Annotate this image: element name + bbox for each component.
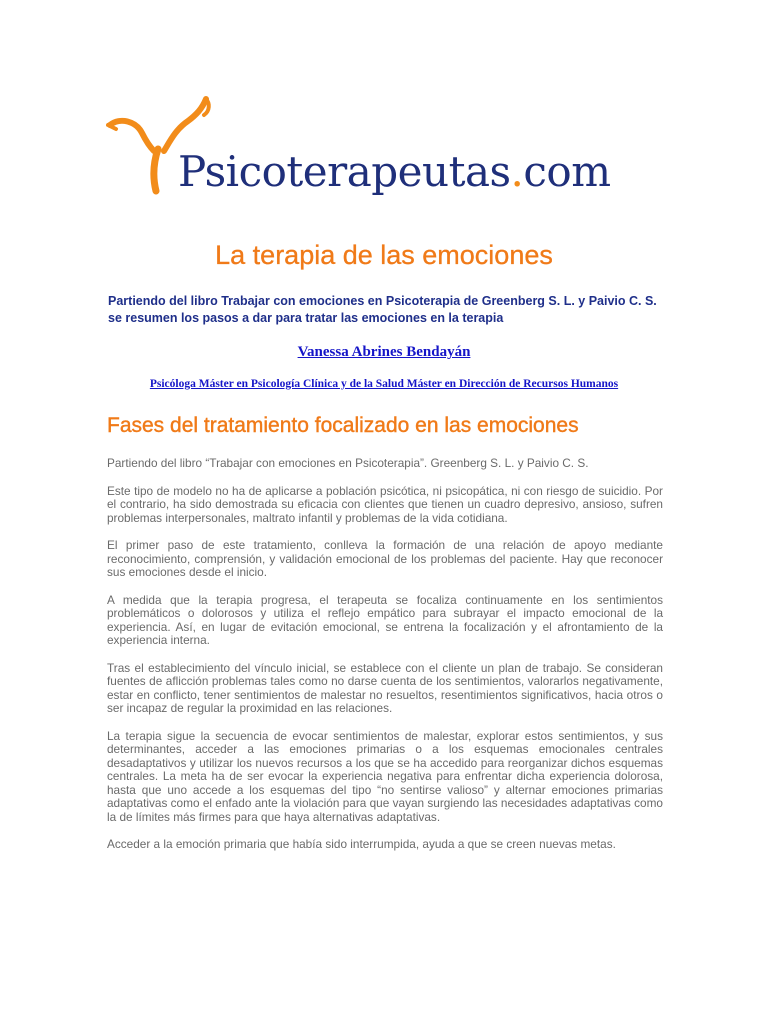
document-subtitle: Partiendo del libro Trabajar con emociones en Psicoterapia de Greenberg S. L. y Paivio C. S. se resumen los pasos a dar para tratar las emociones en la terapia [108, 294, 657, 325]
paragraph-new-goals: Acceder a la emoción primaria que había sido interrumpida, ayuda a que se creen nuevas metas. [107, 837, 616, 851]
logo-tld: com [523, 147, 611, 196]
paragraph-reference: Partiendo del libro “Trabajar con emociones en Psicoterapia”. Greenberg S. L. y Paivio C. S. [107, 456, 589, 470]
section-heading: Fases del tratamiento focalizado en las emociones [107, 414, 579, 437]
paragraph-progress: A medida que la terapia progresa, el terapeuta se focaliza continuamente en los sentimientos problemáticos o dolorosos y utiliza el reflejo empático para subrayar el impacto emocional de la experiencia. Así, en lugar de evitación emocional, se entrena la focalización y el afrontamiento de la experiencia interna. [107, 592, 663, 647]
document-title: La terapia de las emociones [215, 240, 553, 270]
paragraph-first-step: El primer paso de este tratamiento, conlleva la formación de una relación de apoyo mediante reconocimiento, comprensión, y validación emocional de los problemas del paciente. Hay que reconocer sus emociones desde el inicio. [107, 538, 663, 579]
paragraph-sequence: La terapia sigue la secuencia de evocar sentimientos de malestar, explorar estos sentimientos, y sus determinantes, acceder a las emociones primarias o a los esquemas emocionales centrales desadaptativos y utilizar los nuevos recursos a los que se ha accedido para reorganizar dichos esquemas centrales. La meta ha de ser evocar la experiencia negativa para enfrentar dicha experiencia dolorosa, hasta que uno accede a los esquemas del tipo “no sentirse valioso” y alternar emociones primarias adaptativas como el enfado ante la violación para que vayan surgiendo las necesidades adaptativas como la de límites más firmes para que haya alternativas adaptativas. [107, 728, 663, 824]
paragraph-indications: Este tipo de modelo no ha de aplicarse a población psicótica, ni psicopática, ni con riesgo de suicidio. Por el contrario, ha sido demostrada su eficacia con clientes que tienen un cuadro depresivo, ansioso, sufren problemas interpersonales, maltrato infantil y problemas de la vida cotidiana. [107, 483, 663, 525]
author-link[interactable]: Vanessa Abrines Bendayán [297, 344, 471, 360]
site-logo[interactable] [106, 95, 611, 205]
logo-dot: . [510, 147, 524, 196]
logo-wordmark [178, 147, 611, 196]
credentials-link[interactable]: Psicóloga Máster en Psicología Clínica y de la Salud Máster en Dirección de Recursos Humanos [149, 378, 619, 390]
paragraph-work-plan: Tras el establecimiento del vínculo inicial, se establece con el cliente un plan de trabajo. Se consideran fuentes de aflicción problemas tales como no darse cuenta de los sentimientos, valorarlos negativamente, estar en conflicto, tener sentimientos de malestar no resueltos, resentimientos significativos, hacia otros o ser incapaz de regular la proximidad en las relaciones. [107, 660, 663, 715]
logo-name: Psicoterapeutas [178, 147, 511, 196]
body-text [107, 457, 663, 866]
